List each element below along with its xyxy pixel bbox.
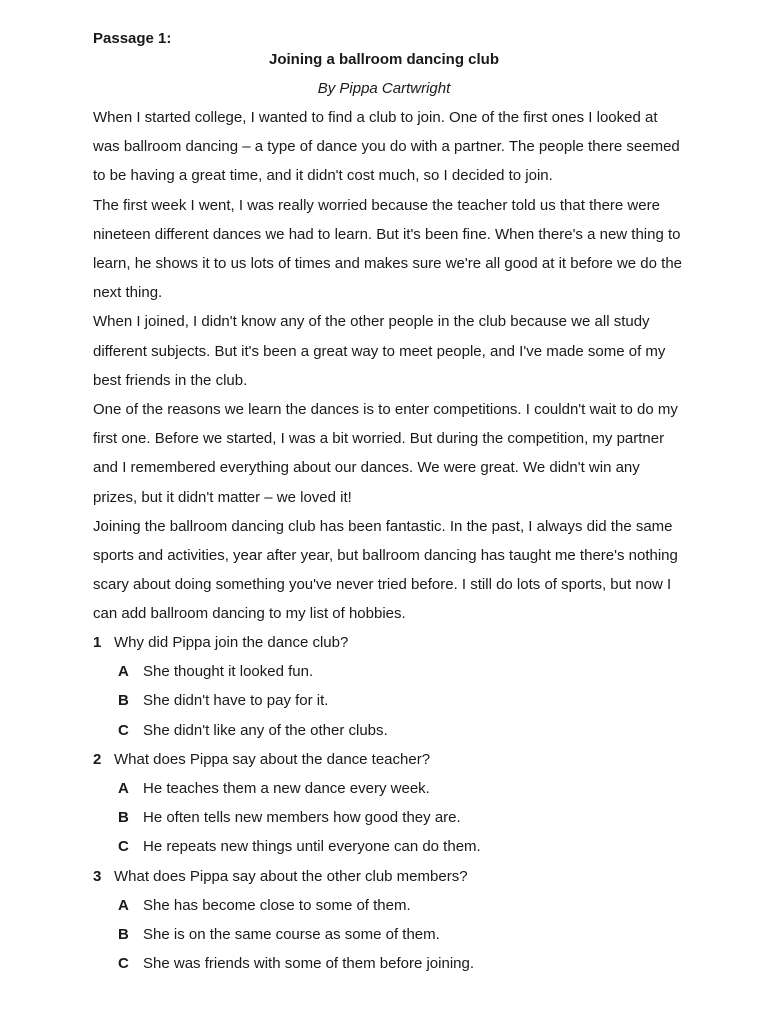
option-letter: B — [118, 692, 129, 710]
option-text: She was friends with some of them before joining. — [143, 955, 475, 973]
author-byline: By Pippa Cartwright — [317, 80, 451, 97]
option-letter: C — [118, 721, 129, 739]
option-text: She didn't like any of the other clubs. — [143, 721, 388, 739]
answer-option — [93, 949, 683, 978]
option-letter: A — [118, 780, 129, 798]
option-text: He teaches them a new dance every week. — [143, 780, 430, 798]
answer-option — [93, 686, 683, 715]
answer-option — [93, 803, 683, 832]
answer-option — [93, 920, 683, 949]
answer-option — [93, 891, 683, 920]
option-letter: B — [118, 926, 129, 944]
option-text: She didn't have to pay for it. — [143, 692, 329, 710]
option-text: He repeats new things until everyone can do them. — [143, 838, 481, 856]
option-letter: A — [118, 896, 129, 914]
question-number: 1 — [93, 634, 102, 651]
answer-option — [93, 657, 683, 686]
option-text: She is on the same course as some of them. — [143, 926, 440, 944]
question-number: 3 — [93, 867, 102, 885]
passage-body — [93, 103, 683, 629]
option-letter: A — [118, 663, 129, 681]
paragraph-4: One of the reasons we learn the dances is to enter competitions. I couldn't wait to do my first one. Before we started, I was a bit worried. But during the competition, my partner and I remembered everything about our dances. We were great. We didn't win any prizes, but it didn't matter – we loved it! — [93, 401, 678, 506]
option-letter: C — [118, 838, 129, 856]
option-text: She thought it looked fun. — [143, 663, 314, 681]
option-letter: B — [118, 809, 129, 827]
question-3 — [93, 862, 683, 979]
answer-option — [93, 716, 683, 745]
question-2 — [93, 745, 683, 862]
paragraph-1: When I started college, I wanted to find a club to join. One of the first ones I looked at was ballroom dancing – a type of dance you do with a partner. The people there seemed to be having a great time, and it didn't cost much, so I decided to join. — [93, 109, 680, 185]
paragraph-2: The first week I went, I was really worried because the teacher told us that there were nineteen different dances we had to learn. But it's been fine. When there's a new thing to learn, he shows it to us lots of times and makes sure we're all good at it before we do the next thing. — [93, 196, 683, 302]
passage-title: Joining a ballroom dancing club — [268, 51, 500, 68]
paragraph-3: When I joined, I didn't know any of the other people in the club because we all study different subjects. But it's been a great way to meet people, and I've made some of my best friends in the club. — [93, 313, 666, 389]
question-text: What does Pippa say about the other club members? — [114, 867, 468, 885]
passage-label: Passage 1: — [93, 30, 172, 47]
option-text: He often tells new members how good they are. — [143, 809, 461, 827]
answer-option — [93, 832, 683, 861]
question-number: 2 — [93, 750, 102, 768]
answer-option — [93, 774, 683, 803]
question-list — [93, 628, 683, 978]
question-text: Why did Pippa join the dance club? — [114, 634, 349, 651]
option-text: She has become close to some of them. — [143, 896, 411, 914]
question-text: What does Pippa say about the dance teacher? — [114, 750, 431, 768]
question-1 — [93, 628, 683, 745]
paragraph-5: Joining the ballroom dancing club has been fantastic. In the past, I always did the same sports and activities, year after year, but ballroom dancing has taught me there's nothing scary about doing something you've never tried before. I still do lots of sports, but now I can add ballroom dancing to my list of hobbies. — [93, 517, 678, 623]
option-letter: C — [118, 955, 129, 973]
